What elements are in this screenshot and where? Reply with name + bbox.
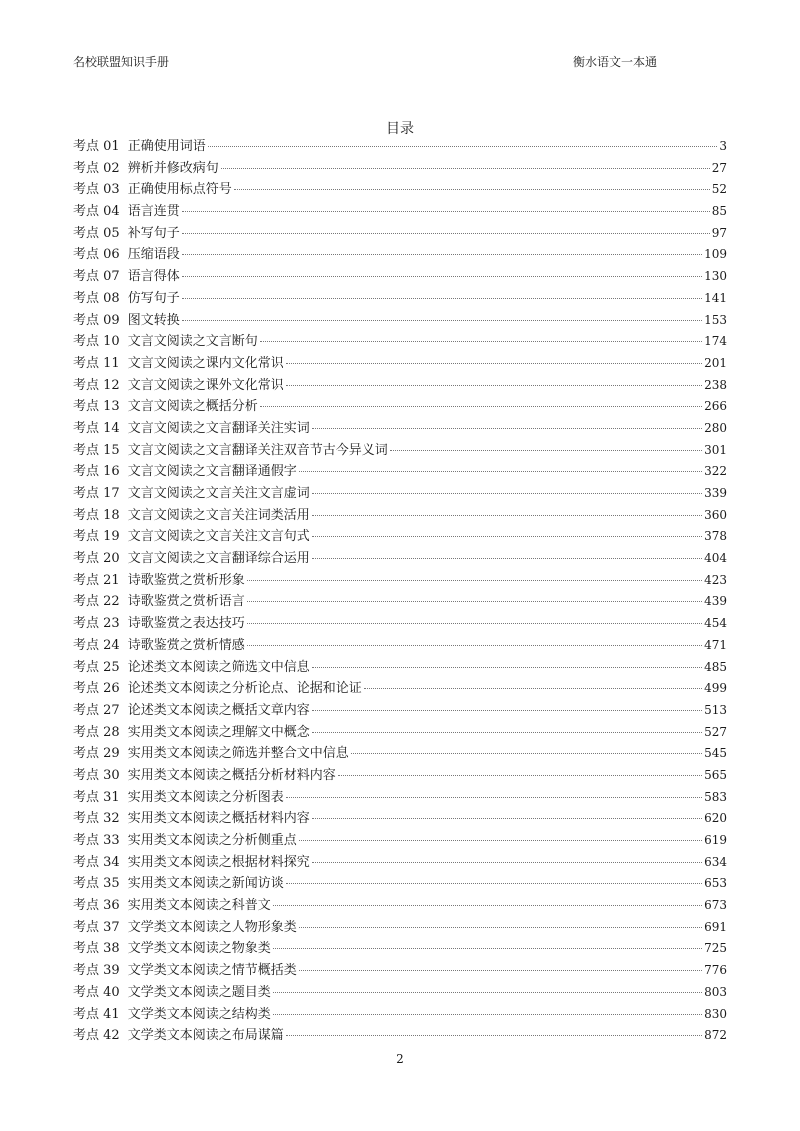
toc-entry-code: 考点 35 (73, 876, 120, 892)
toc-entry-code: 考点 08 (73, 290, 120, 306)
toc-entry-code: 考点 14 (73, 420, 120, 436)
toc-entry-page: 439 (704, 594, 727, 609)
toc-entry[interactable] (73, 504, 727, 526)
toc-entry[interactable] (73, 330, 727, 352)
toc-entry-code: 考点 36 (73, 898, 120, 914)
toc-entry-page: 52 (711, 182, 727, 197)
dot-leader (247, 645, 702, 646)
toc-entry-title: 实用类文本阅读之概括材料内容 (127, 811, 310, 827)
toc-entry-title: 语言连贯 (127, 204, 180, 220)
toc-entry[interactable] (73, 742, 727, 764)
toc-entry[interactable] (73, 916, 727, 938)
toc-entry-title: 文言文阅读之文言关注文言虚词 (127, 486, 310, 501)
toc-entry-page: 3 (719, 139, 727, 153)
toc-entry[interactable] (73, 569, 727, 591)
toc-entry-code: 考点 31 (73, 789, 120, 805)
header-book-title: 衡水语文一本通 (573, 55, 658, 69)
toc-entry-title: 文言文阅读之文言断句 (127, 334, 258, 350)
toc-entry-page: 404 (704, 551, 727, 566)
toc-entry-title: 压缩语段 (127, 247, 180, 263)
toc-entry-code: 考点 22 (73, 594, 120, 610)
toc-entry-code: 考点 15 (73, 442, 120, 458)
toc-entry-title: 诗歌鉴赏之赏析情感 (127, 637, 245, 653)
toc-entry-page: 301 (704, 442, 727, 457)
toc-entry-title: 论述类文本阅读之筛选文中信息 (127, 659, 310, 675)
toc-entry-title: 正确使用词语 (127, 139, 206, 154)
toc-entry[interactable] (73, 677, 727, 699)
toc-entry[interactable] (73, 807, 727, 829)
toc-entry-page: 266 (704, 399, 727, 414)
toc-entry-title: 实用类文本阅读之概括分析材料内容 (127, 767, 336, 783)
toc-entry-page: 130 (704, 269, 727, 284)
toc-entry[interactable] (73, 959, 727, 981)
toc-entry-title: 仿写句子 (127, 290, 180, 306)
toc-entry-page: 280 (704, 420, 727, 435)
header-book-series: 名校联盟知识手册 (73, 55, 170, 69)
toc-entry-title: 诗歌鉴赏之赏析形象 (127, 572, 245, 588)
dot-leader (182, 320, 702, 321)
toc-entry[interactable] (73, 656, 727, 678)
toc-entry[interactable] (73, 894, 727, 916)
toc-entry-page: 725 (704, 941, 727, 956)
toc-entry[interactable] (73, 352, 727, 374)
toc-entry-title: 语言得体 (127, 269, 180, 285)
toc-entry-title: 实用类文本阅读之科普文 (127, 898, 271, 914)
toc-entry-code: 考点 03 (73, 182, 120, 198)
toc-entry-code: 考点 13 (73, 399, 120, 415)
dot-leader (338, 775, 702, 776)
toc-entry[interactable] (73, 417, 727, 439)
toc-entry-title: 图文转换 (127, 312, 180, 328)
dot-leader (312, 515, 702, 516)
toc-entry-page: 454 (704, 616, 727, 631)
toc-entry-code: 考点 39 (73, 963, 120, 979)
dot-leader (273, 905, 702, 906)
toc-entry[interactable] (73, 157, 727, 179)
toc-entry[interactable] (73, 612, 727, 634)
dot-leader (312, 428, 702, 429)
toc-entry-code: 考点 28 (73, 724, 120, 740)
toc-entry-page: 423 (704, 572, 727, 587)
toc-entry[interactable] (73, 374, 727, 396)
toc-entry-code: 考点 01 (73, 139, 120, 154)
dot-leader (234, 189, 710, 190)
toc-entry-title: 文言文阅读之文言关注词类活用 (127, 507, 310, 523)
toc-entry-title: 实用类文本阅读之新闻访谈 (127, 876, 284, 892)
toc-entry-title: 文言文阅读之文言翻译通假字 (127, 464, 297, 480)
toc-entry[interactable] (73, 309, 727, 331)
toc-entry-code: 考点 02 (73, 160, 120, 176)
dot-leader (286, 1035, 702, 1036)
toc-entry-code: 考点 11 (73, 355, 120, 371)
toc-entry-title: 文言文阅读之概括分析 (127, 399, 258, 415)
toc-entry[interactable] (73, 222, 727, 244)
toc-entry-code: 考点 04 (73, 204, 120, 220)
toc-entry-title: 正确使用标点符号 (127, 182, 232, 198)
dot-leader (182, 276, 702, 277)
toc-entry-page: 85 (711, 204, 727, 219)
dot-leader (247, 601, 702, 602)
dot-leader (247, 623, 702, 624)
toc-entry[interactable] (73, 937, 727, 959)
toc-entry[interactable] (73, 395, 727, 417)
dot-leader (312, 667, 702, 668)
dot-leader (312, 536, 702, 537)
toc-entry-page: 339 (704, 486, 727, 500)
toc-entry-code: 考点 06 (73, 247, 120, 263)
toc-entry-page: 653 (704, 876, 727, 891)
toc-entry-title: 实用类文本阅读之理解文中概念 (127, 724, 310, 740)
dot-leader (273, 1014, 702, 1015)
toc-entry[interactable] (73, 178, 727, 200)
toc-entry-code: 考点 10 (73, 334, 120, 350)
toc-entry[interactable] (73, 786, 727, 808)
toc-entry[interactable] (73, 135, 727, 157)
dot-leader (312, 710, 702, 711)
toc-entry-title: 实用类文本阅读之分析侧重点 (127, 833, 297, 848)
dot-leader (182, 298, 702, 299)
toc-entry-page: 485 (704, 659, 727, 674)
toc-entry-code: 考点 05 (73, 225, 120, 241)
dot-leader (312, 818, 702, 819)
toc-entry-page: 545 (704, 746, 727, 761)
toc-entry-title: 文言文阅读之课外文化常识 (127, 377, 284, 393)
toc-entry-page: 360 (704, 507, 727, 522)
dot-leader (247, 580, 702, 581)
dot-leader (273, 992, 702, 993)
toc-entry[interactable] (73, 699, 727, 721)
dot-leader (286, 797, 702, 798)
toc-entry-title: 文言文阅读之文言翻译综合运用 (127, 551, 310, 567)
table-of-contents (73, 135, 727, 1046)
toc-entry-title: 论述类文本阅读之概括文章内容 (127, 702, 310, 718)
toc-entry-code: 考点 32 (73, 811, 120, 827)
toc-entry-code: 考点 37 (73, 919, 120, 935)
dot-leader (260, 406, 702, 407)
toc-entry-code: 考点 42 (73, 1028, 120, 1044)
dot-leader (286, 883, 702, 884)
toc-entry-code: 考点 41 (73, 1006, 120, 1022)
dot-leader (260, 341, 702, 342)
toc-entry-page: 141 (704, 290, 727, 305)
toc-entry-code: 考点 18 (73, 507, 120, 523)
dot-leader (312, 493, 702, 494)
dot-leader (182, 254, 702, 255)
toc-entry-title: 实用类文本阅读之分析图表 (127, 789, 284, 805)
toc-entry-code: 考点 23 (73, 616, 120, 632)
toc-entry-title: 文学类文本阅读之布局谋篇 (127, 1028, 284, 1044)
toc-entry[interactable] (73, 460, 727, 482)
toc-entry-page: 322 (704, 464, 727, 479)
dot-leader (273, 948, 702, 949)
dot-leader (351, 753, 702, 754)
toc-entry-title: 文学类文本阅读之结构类 (127, 1006, 271, 1022)
toc-entry-title: 实用类文本阅读之筛选并整合文中信息 (127, 746, 349, 762)
toc-entry-title: 文学类文本阅读之物象类 (127, 941, 271, 957)
toc-entry-page: 691 (704, 919, 727, 934)
dot-leader (312, 732, 702, 733)
toc-entry[interactable] (73, 547, 727, 569)
dot-leader (286, 363, 702, 364)
toc-entry-title: 文学类文本阅读之人物形象类 (127, 919, 297, 935)
dot-leader (312, 862, 702, 863)
toc-entry-code: 考点 09 (73, 312, 120, 328)
toc-entry-page: 527 (704, 724, 727, 739)
dot-leader (182, 233, 710, 234)
toc-entry-title: 文言文阅读之文言翻译关注双音节古今异义词 (127, 442, 388, 458)
toc-entry-code: 考点 27 (73, 702, 120, 718)
toc-entry-page: 619 (704, 833, 727, 847)
toc-entry-page: 634 (704, 854, 727, 869)
toc-entry-page: 378 (704, 529, 727, 544)
toc-entry[interactable] (73, 872, 727, 894)
toc-entry-title: 诗歌鉴赏之表达技巧 (127, 616, 245, 632)
toc-entry-page: 565 (704, 767, 727, 782)
toc-entry[interactable] (73, 439, 727, 461)
toc-entry-title: 文学类文本阅读之情节概括类 (127, 963, 297, 979)
toc-entry-title: 文言文阅读之课内文化常识 (127, 355, 284, 371)
toc-entry-code: 考点 12 (73, 377, 120, 393)
toc-entry-page: 513 (704, 702, 727, 717)
toc-entry-page: 776 (704, 963, 727, 978)
toc-entry-title: 辨析并修改病句 (127, 160, 219, 176)
toc-title: 目录 (386, 121, 414, 137)
dot-leader (299, 471, 702, 472)
toc-entry-title: 论述类文本阅读之分析论点、论据和论证 (127, 681, 362, 697)
toc-entry-title: 实用类文本阅读之根据材料探究 (127, 854, 310, 870)
dot-leader (364, 688, 702, 689)
toc-entry[interactable] (73, 764, 727, 786)
toc-entry-code: 考点 25 (73, 659, 120, 675)
toc-entry-page: 830 (704, 1006, 727, 1021)
toc-entry[interactable] (73, 590, 727, 612)
toc-entry-code: 考点 24 (73, 637, 120, 653)
toc-entry-page: 109 (704, 247, 727, 262)
toc-entry-code: 考点 20 (73, 551, 120, 567)
dot-leader (299, 970, 702, 971)
toc-entry-code: 考点 34 (73, 854, 120, 870)
dot-leader (299, 927, 702, 928)
toc-entry[interactable] (73, 482, 727, 504)
toc-entry-title: 补写句子 (127, 225, 180, 241)
toc-entry[interactable] (73, 525, 727, 547)
toc-entry[interactable] (73, 1003, 727, 1025)
dot-leader (390, 450, 702, 451)
toc-entry-code: 考点 33 (73, 833, 120, 848)
toc-entry-code: 考点 40 (73, 984, 120, 1000)
toc-entry-page: 499 (704, 681, 727, 696)
toc-entry[interactable] (73, 829, 727, 851)
toc-entry-code: 考点 17 (73, 486, 120, 501)
toc-entry-code: 考点 16 (73, 464, 120, 480)
dot-leader (299, 840, 702, 841)
page-number: 2 (396, 1052, 404, 1066)
toc-entry-page: 620 (704, 811, 727, 826)
toc-entry-title: 文学类文本阅读之题目类 (127, 984, 271, 1000)
toc-entry-page: 673 (704, 898, 727, 913)
toc-entry-title: 文言文阅读之文言翻译关注实词 (127, 420, 310, 436)
toc-entry-page: 238 (704, 377, 727, 392)
toc-entry-page: 583 (704, 789, 727, 804)
toc-entry[interactable] (73, 721, 727, 743)
toc-entry-title: 诗歌鉴赏之赏析语言 (127, 594, 245, 610)
toc-entry-code: 考点 21 (73, 572, 120, 588)
dot-leader (286, 385, 702, 386)
toc-entry-code: 考点 07 (73, 269, 120, 285)
toc-entry[interactable] (73, 200, 727, 222)
dot-leader (221, 168, 710, 169)
toc-entry-page: 97 (711, 225, 727, 240)
toc-entry-page: 201 (704, 355, 727, 370)
toc-entry[interactable] (73, 851, 727, 873)
toc-entry-code: 考点 38 (73, 941, 120, 957)
toc-entry[interactable] (73, 981, 727, 1003)
dot-leader (312, 558, 702, 559)
toc-entry-page: 27 (711, 160, 727, 175)
toc-entry-page: 803 (704, 984, 727, 999)
toc-entry-page: 174 (704, 334, 727, 349)
toc-entry-page: 153 (704, 312, 727, 327)
toc-entry-code: 考点 26 (73, 681, 120, 697)
toc-entry-page: 471 (704, 637, 727, 652)
toc-entry[interactable] (73, 1024, 727, 1046)
toc-entry[interactable] (73, 243, 727, 265)
toc-entry-code: 考点 29 (73, 746, 120, 762)
toc-entry-code: 考点 30 (73, 767, 120, 783)
toc-entry[interactable] (73, 265, 727, 287)
dot-leader (208, 146, 718, 147)
toc-entry[interactable] (73, 634, 727, 656)
toc-entry[interactable] (73, 287, 727, 309)
dot-leader (182, 211, 710, 212)
toc-entry-title: 文言文阅读之文言关注文言句式 (127, 529, 310, 545)
toc-entry-code: 考点 19 (73, 529, 120, 545)
toc-entry-page: 872 (704, 1028, 727, 1043)
